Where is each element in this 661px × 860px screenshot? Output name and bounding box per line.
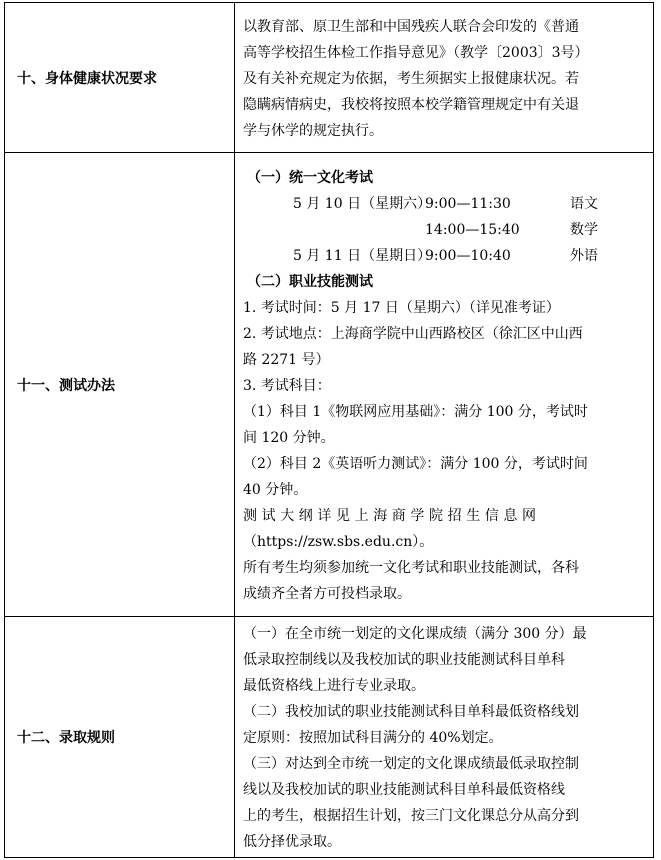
- row-label-health: 十、身体健康状况要求: [5, 3, 235, 153]
- text-line: （三）对达到全市统一划定的文化课成绩最低录取控制: [243, 756, 579, 772]
- row-content-admission: [235, 617, 654, 858]
- schedule-time: 14:00—15:40: [425, 221, 520, 238]
- text-line: 高等学校招生体检工作指导意见》（教学〔2003〕3号）: [243, 44, 589, 61]
- section-heading: （二）职业技能测试: [247, 273, 373, 290]
- schedule-row: [243, 217, 645, 243]
- text-line: （一）在全市统一划定的文化课成绩（满分 300 分）最: [243, 626, 587, 642]
- admissions-table: [4, 2, 654, 858]
- schedule-date: 5 月 11 日（星期日）: [293, 247, 432, 264]
- text-line: 以教育部、原卫生部和中国残疾人联合会印发的《普通: [243, 18, 579, 35]
- schedule-time: 9:00—10:40: [425, 247, 511, 264]
- schedule-subject: 数学: [570, 221, 598, 238]
- website-link[interactable]: （https://zsw.sbs.edu.cn）。: [243, 533, 434, 550]
- text-line: 隐瞒病情病史，我校将按照本校学籍管理规定中有关退: [243, 96, 579, 113]
- row-label-admission: 十二、录取规则: [5, 617, 235, 858]
- text-line: （二）我校加试的职业技能测试科目单科最低资格线划: [243, 704, 579, 720]
- table-row-health: [5, 3, 654, 153]
- text-line: （2）科目 2《英语听力测试》：满分 100 分，考试时间: [243, 455, 588, 472]
- text-line: 最低资格线上进行专业录取。: [243, 678, 425, 694]
- text-line: 及有关补充规定为依据，考生须据实上报健康状况。若: [243, 70, 579, 87]
- row-label-exam: 十一、测试办法: [5, 153, 235, 617]
- schedule-subject: 外语: [570, 247, 598, 264]
- section-heading: （一）统一文化考试: [247, 169, 373, 186]
- schedule-subject: 语文: [570, 195, 598, 212]
- schedule-row: [243, 243, 645, 269]
- text-line: 路 2271 号）: [243, 351, 330, 368]
- schedule-row: [243, 191, 645, 217]
- text-line: 间 120 分钟。: [243, 429, 335, 446]
- text-line: 线以及我校加试的职业技能测试科目单科最低资格线: [243, 782, 565, 798]
- text-line: （1）科目 1《物联网应用基础》：满分 100 分，考试时: [243, 403, 588, 420]
- schedule-time: 9:00—11:30: [425, 195, 511, 212]
- text-line: 测试大纲详见上海商学院招生信息网: [243, 507, 541, 524]
- row-content-exam: [235, 153, 654, 617]
- text-line: 40 分钟。: [243, 481, 308, 498]
- text-line: 1. 考试时间：5 月 17 日（星期六）（详见准考证）: [243, 299, 560, 316]
- table-row-exam: [5, 153, 654, 617]
- schedule-date: 5 月 10 日（星期六）: [293, 195, 432, 212]
- text-line: 所有考生均须参加统一文化考试和职业技能测试，各科: [243, 559, 579, 576]
- text-line: 上的考生，根据招生计划，按三门文化课总分从高分到: [243, 808, 579, 824]
- text-line: 成绩齐全者方可投档录取。: [243, 585, 411, 602]
- text-line: 2. 考试地点：上海商学院中山西路校区（徐汇区中山西: [243, 325, 583, 342]
- text-line: 低分择优录取。: [243, 834, 341, 850]
- text-line: 3. 考试科目：: [243, 377, 331, 394]
- row-content-health: [235, 3, 654, 153]
- text-line: 定原则：按照加试科目满分的 40%划定。: [243, 730, 503, 746]
- table-row-admission: [5, 617, 654, 858]
- text-line: 低录取控制线以及我校加试的职业技能测试科目单科: [243, 652, 565, 668]
- text-line: 学与休学的规定执行。: [243, 122, 383, 139]
